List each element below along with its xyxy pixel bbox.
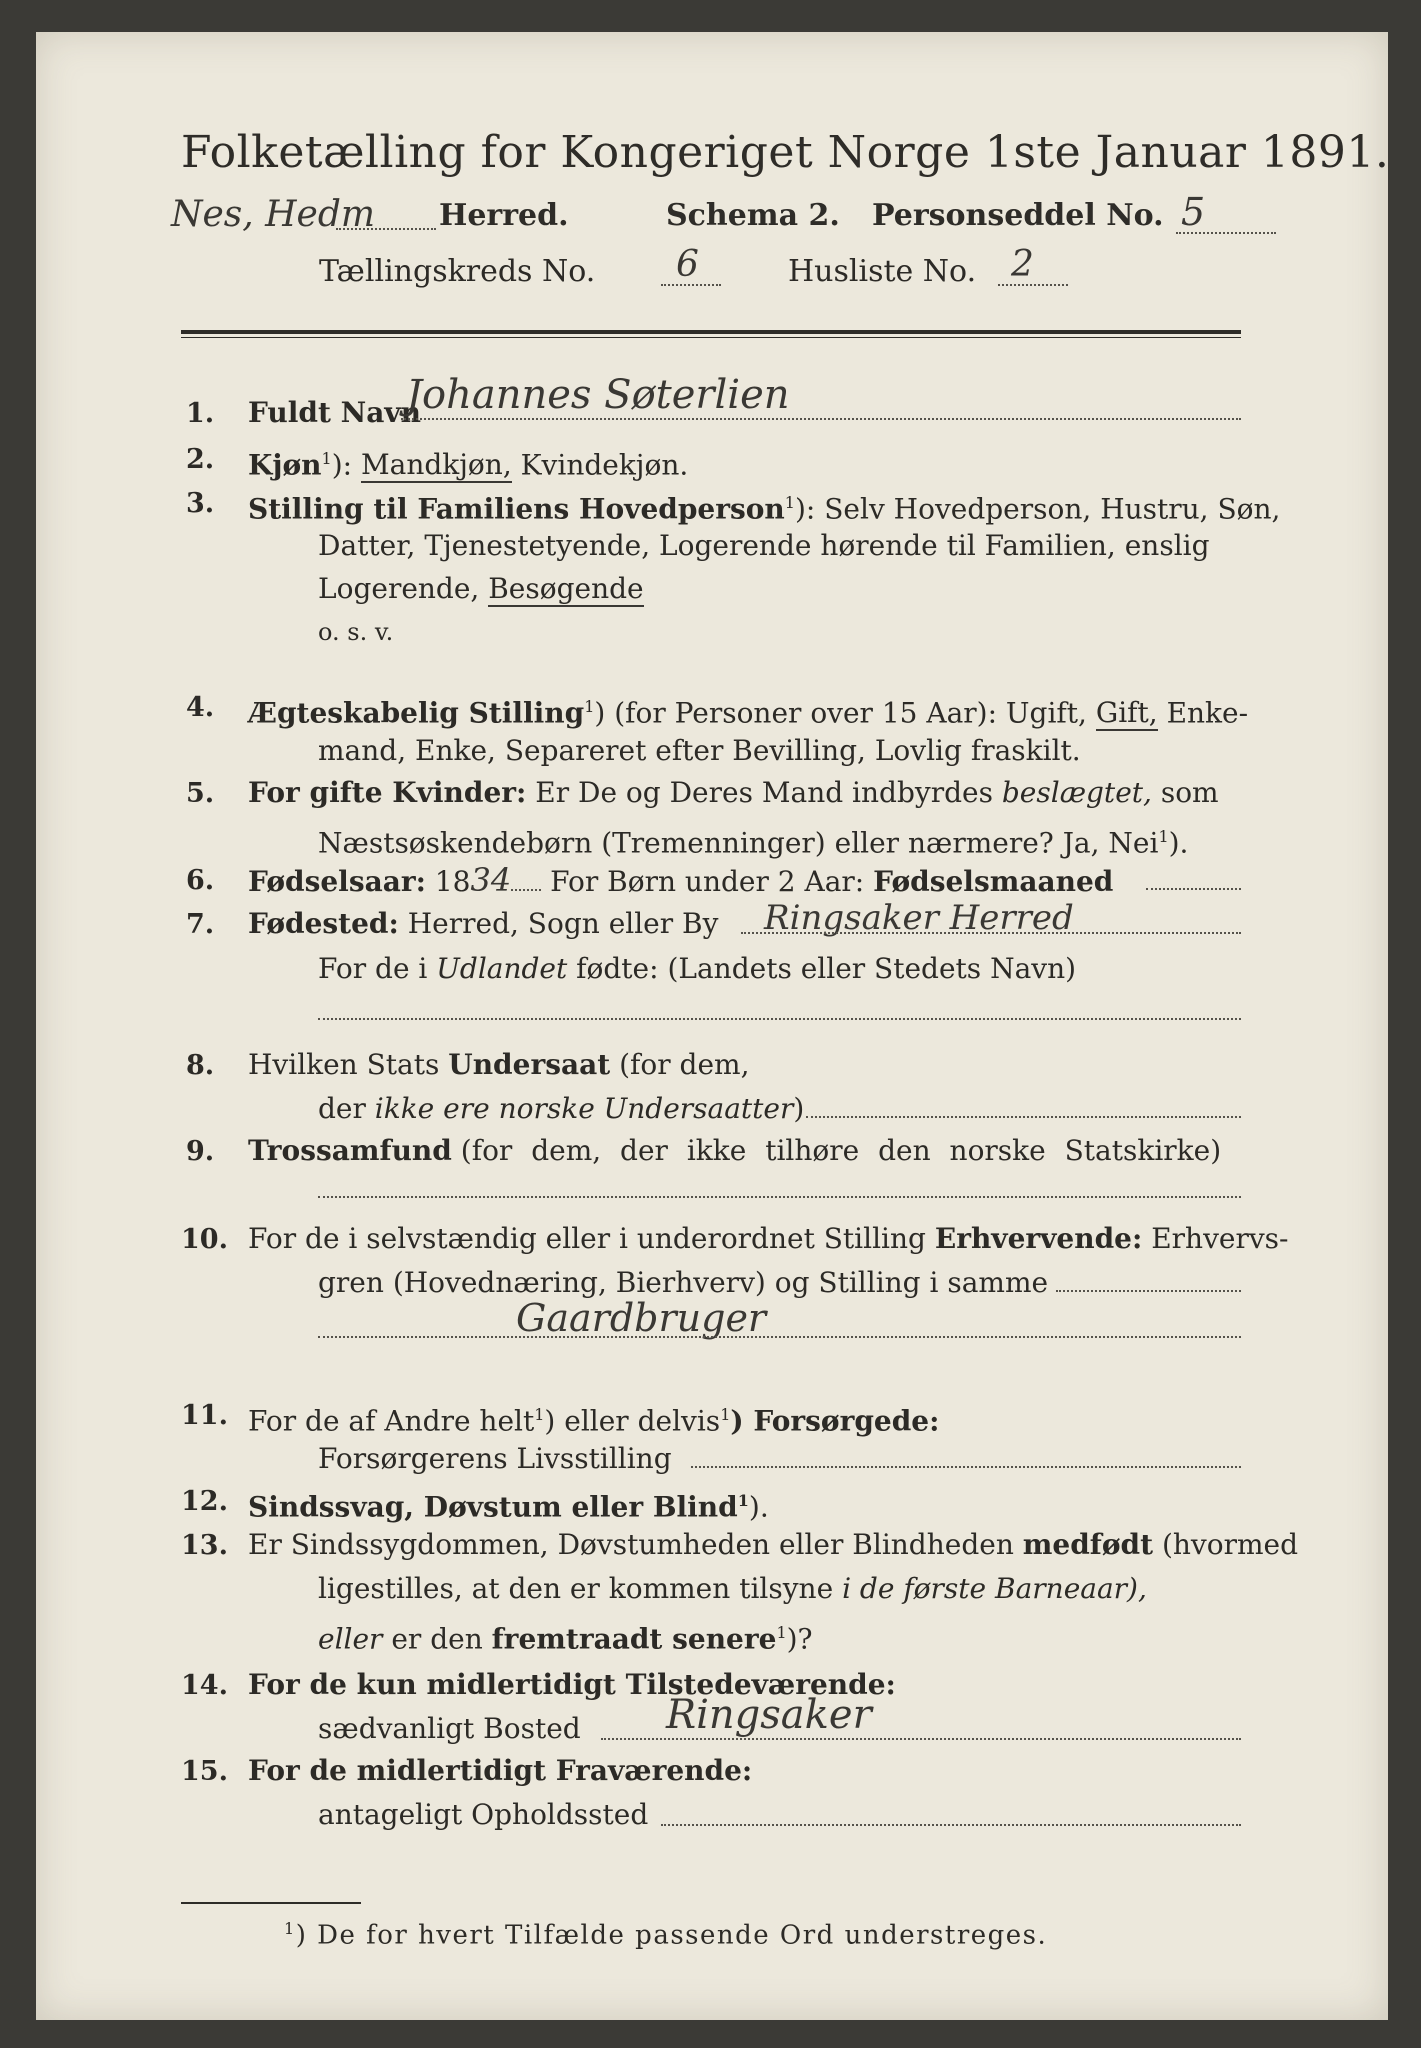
item3-text: ): Selv Hovedperson, Hustru, Søn, xyxy=(794,492,1281,526)
schema-label: Schema 2. xyxy=(666,198,840,233)
item6-label: Fødselsaar: xyxy=(248,865,426,898)
birth-year-value: 34 xyxy=(470,861,512,899)
item14-label: For de kun midlertidigt Tilstedeværende: xyxy=(248,1668,896,1701)
item13-text: (hvormed xyxy=(1161,1528,1298,1561)
item-number: 6. xyxy=(186,865,215,896)
herred-value: Nes, Hedm xyxy=(171,194,376,235)
item12-label: Sindssvag, Døvstum eller Blind xyxy=(248,1490,738,1524)
item-number: 1. xyxy=(186,398,215,429)
item3-label: Stilling til Familiens Hovedperson xyxy=(248,492,785,526)
item5-text: Er De og Deres Mand indbyrdes xyxy=(535,776,993,809)
item5-text: som xyxy=(1160,776,1219,809)
item11-text: ) eller delvis xyxy=(544,1404,721,1438)
item11-line2: Forsørgerens Livsstilling xyxy=(318,1442,672,1475)
option-gift: Gift, xyxy=(1095,696,1158,730)
form-title: Folketælling for Kongeriget Norge 1ste Januar 1891. xyxy=(181,127,1390,178)
item3-line1 xyxy=(248,486,1280,526)
dotted-leader xyxy=(1176,232,1276,234)
item5-text: beslægtet, xyxy=(1001,776,1152,809)
item13-line1 xyxy=(248,1528,1298,1562)
husliste-value: 2 xyxy=(1011,244,1034,285)
footnote-mark: 1 xyxy=(776,1623,787,1642)
item4-line1 xyxy=(248,690,1248,730)
option-kvindekjon: Kvindekjøn. xyxy=(520,448,689,482)
item11-text: For de af Andre helt xyxy=(248,1404,535,1438)
item13-line3 xyxy=(318,1616,813,1656)
birthplace-value: Ringsaker Herred xyxy=(764,898,1074,938)
dotted-leader xyxy=(318,1336,1241,1338)
personseddel-value: 5 xyxy=(1181,190,1206,234)
item-number: 10. xyxy=(181,1224,228,1255)
dotted-leader xyxy=(511,867,541,891)
birth-month-label: Fødselsmaaned xyxy=(873,865,1114,898)
option-mandkjon: Mandkjøn, xyxy=(360,448,512,482)
item5-text: ). xyxy=(1168,826,1189,860)
item13-text: ligestilles, at den er kommen tilsyne xyxy=(318,1572,834,1605)
footnote-mark: 1 xyxy=(284,1919,296,1938)
item13-text: Er Sindssygdommen, Døvstumheden eller Blindheden xyxy=(248,1528,1014,1561)
item9-line xyxy=(248,1134,1221,1168)
header-rule xyxy=(181,330,1241,334)
dotted-leader xyxy=(1056,1290,1241,1292)
item8-line1 xyxy=(248,1048,749,1082)
footnote-mark: 1 xyxy=(720,1405,731,1424)
item8-text: ) xyxy=(793,1092,805,1125)
item8-text: Hvilken Stats xyxy=(248,1048,440,1081)
item-number: 5. xyxy=(186,778,215,809)
item-number: 11. xyxy=(181,1400,228,1431)
item8-label: Undersaat xyxy=(448,1048,611,1081)
item-number: 8. xyxy=(186,1050,215,1081)
item3-line2: Datter, Tjenestetyende, Logerende hørende til Familien, enslig xyxy=(318,529,1210,562)
item13-label: medfødt xyxy=(1022,1528,1154,1561)
item9-text: (for dem, der ikke tilhøre den norske Statskirke) xyxy=(460,1134,1222,1167)
birth-year-prefix: 18 xyxy=(434,865,471,898)
item6-line xyxy=(248,863,1113,899)
item10-line2: gren (Hovednæring, Bierhverv) og Stilling i samme xyxy=(318,1266,1049,1299)
personseddel-label: Personseddel No. xyxy=(872,198,1164,233)
item12-line xyxy=(248,1484,769,1524)
item-number: 4. xyxy=(186,692,215,723)
item15-line2: antageligt Opholdssted xyxy=(318,1798,649,1831)
item12-text: ). xyxy=(748,1490,769,1524)
item-number: 3. xyxy=(186,488,215,519)
item9-label: Trossamfund xyxy=(248,1134,452,1167)
dotted-leader xyxy=(336,228,436,230)
item4-label: Ægteskabelig Stilling xyxy=(248,696,585,730)
occupation-value: Gaardbruger xyxy=(516,1296,767,1340)
footnote-mark: 1 xyxy=(584,697,595,716)
dotted-leader xyxy=(318,1018,1241,1020)
footnote-rule xyxy=(181,1902,361,1904)
item6-text: For Børn under 2 Aar: xyxy=(550,865,865,898)
header-rule-thin xyxy=(181,337,1241,338)
item13-text: er den xyxy=(391,1622,483,1656)
item3-text: Logerende, xyxy=(318,572,480,605)
item7-line2 xyxy=(318,952,1076,986)
item4-text: Enke- xyxy=(1166,696,1249,730)
item-number: 13. xyxy=(181,1530,228,1561)
item13-text: eller xyxy=(318,1622,383,1656)
item7-label: Fødested: xyxy=(248,907,399,940)
item8-text: der xyxy=(318,1092,366,1125)
dotted-leader xyxy=(661,284,721,286)
item8-line2 xyxy=(318,1092,804,1126)
dotted-leader xyxy=(806,1116,1241,1118)
item5-text: Næstsøskendebørn (Tremenninger) eller nærmere? Ja, Nei xyxy=(318,826,1159,860)
item2-label: Kjøn xyxy=(248,448,322,482)
item-number: 12. xyxy=(181,1486,228,1517)
footnote-mark: 1 xyxy=(321,449,332,468)
footnote xyxy=(284,1912,1047,1953)
option-besogende: Besøgende xyxy=(488,572,644,605)
husliste-label: Husliste No. xyxy=(788,254,977,289)
item2-line xyxy=(248,442,688,482)
footnote-mark: 1 xyxy=(534,1405,545,1424)
footnote-mark: 1 xyxy=(784,493,795,512)
item13-text: i de første Barneaar), xyxy=(842,1572,1147,1605)
item1-label: Fuldt Navn xyxy=(248,396,422,429)
dotted-leader xyxy=(318,1196,1241,1198)
item13-line2 xyxy=(318,1572,1147,1606)
item4-text: ) (for Personer over 15 Aar): Ugift, xyxy=(594,696,1087,730)
item10-line1 xyxy=(248,1222,1289,1256)
footnote-text: ) De for hvert Tilfælde passende Ord understreges. xyxy=(295,1920,1048,1951)
dotted-leader xyxy=(741,932,1241,934)
item4-line2: mand, Enke, Separeret efter Bevilling, Lovlig fraskilt. xyxy=(318,734,1081,767)
footnote-mark: 1 xyxy=(737,1491,749,1510)
item11-line1 xyxy=(248,1398,939,1438)
item14-line2: sædvanligt Bosted xyxy=(318,1712,581,1745)
item13-label: fremtraadt senere xyxy=(491,1622,777,1656)
dotted-leader xyxy=(401,418,1241,420)
item8-text: ikke ere norske Undersaatter xyxy=(374,1092,794,1125)
item15-label: For de midlertidigt Fraværende: xyxy=(248,1754,753,1787)
item7-text: fødte: (Landets eller Stedets Navn) xyxy=(576,952,1077,985)
dotted-leader xyxy=(601,1738,1241,1740)
census-form-page xyxy=(36,32,1388,2020)
item2-text: ): xyxy=(331,448,353,482)
item5-line1 xyxy=(248,776,1219,810)
dotted-leader xyxy=(998,284,1068,286)
item11-label: ) Forsørgede: xyxy=(730,1404,940,1438)
item-number: 2. xyxy=(186,444,215,475)
item3-line4: o. s. v. xyxy=(318,618,394,646)
dotted-leader xyxy=(1146,888,1241,890)
residence-value: Ringsaker xyxy=(666,1692,872,1738)
item13-text: )? xyxy=(786,1622,813,1656)
item7-text: For de i xyxy=(318,952,428,985)
item10-label: Erhvervende: xyxy=(934,1222,1143,1255)
item-number: 15. xyxy=(181,1756,228,1787)
item5-line2 xyxy=(318,820,1188,860)
item10-text: For de i selvstændig eller i underordnet Stilling xyxy=(248,1222,926,1255)
item7-line1 xyxy=(248,907,718,941)
item10-text: Erhvervs- xyxy=(1151,1222,1289,1255)
item8-text: (for dem, xyxy=(619,1048,750,1081)
item5-label: For gifte Kvinder: xyxy=(248,776,527,809)
full-name-value: Johannes Søterlien xyxy=(406,372,790,418)
dotted-leader xyxy=(661,1824,1241,1826)
item-number: 7. xyxy=(186,909,215,940)
item-number: 9. xyxy=(186,1136,215,1167)
footnote-mark: 1 xyxy=(1158,827,1169,846)
item3-line3 xyxy=(318,572,644,606)
item-number: 14. xyxy=(181,1670,228,1701)
taellingskreds-label: Tællingskreds No. xyxy=(319,254,596,289)
item7-text: Udlandet xyxy=(436,952,568,985)
dotted-leader xyxy=(691,1466,1241,1468)
item7-text: Herred, Sogn eller By xyxy=(407,907,719,940)
taellingskreds-value: 6 xyxy=(676,244,699,285)
herred-label: Herred. xyxy=(439,198,569,233)
